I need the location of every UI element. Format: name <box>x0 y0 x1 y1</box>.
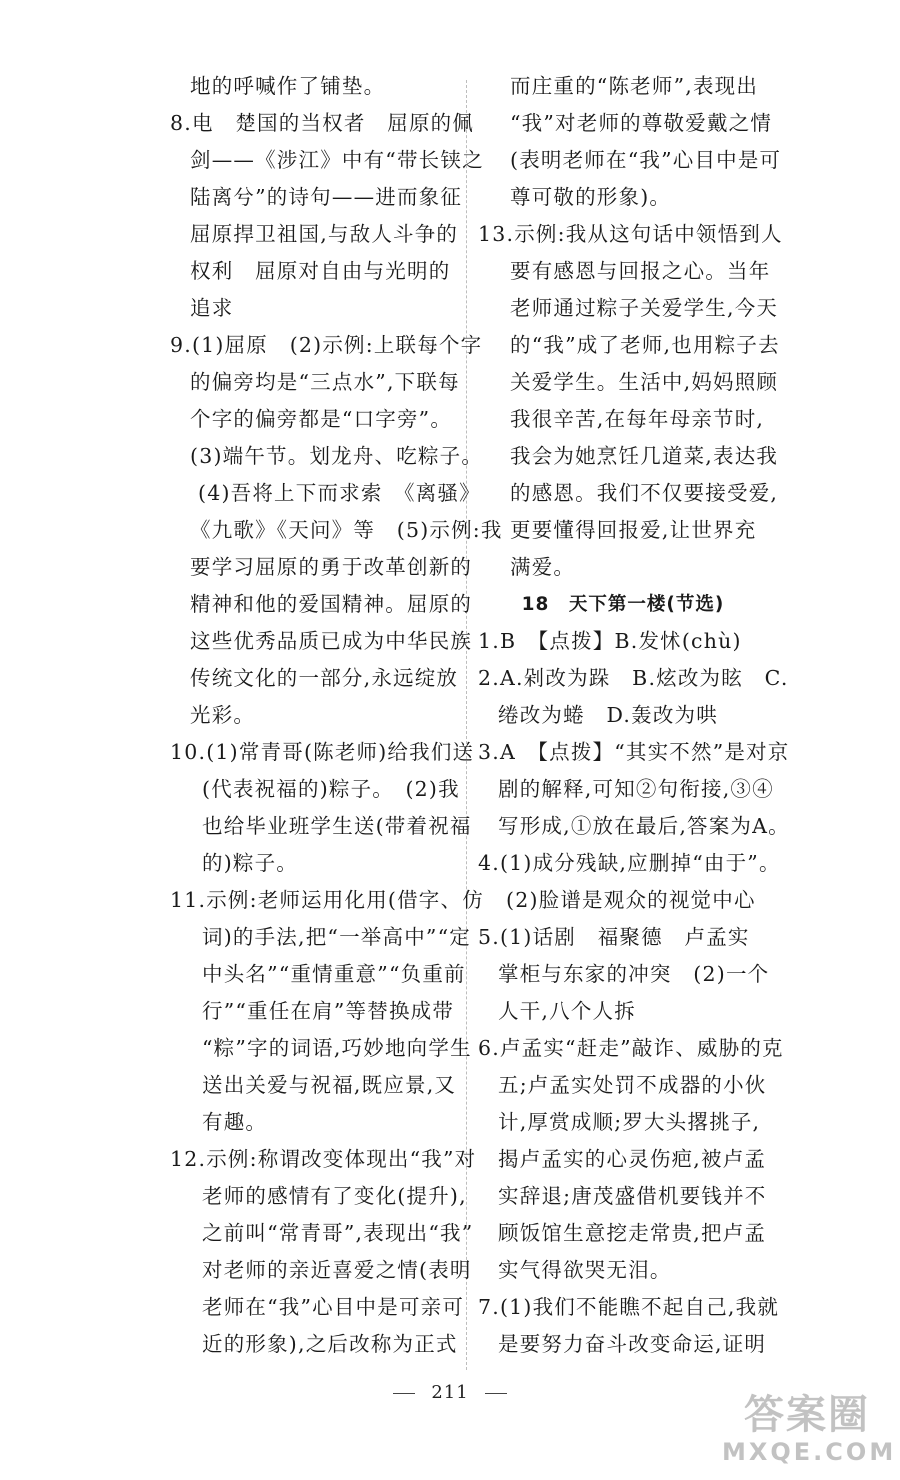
text-line: 我很辛苦,在每年母亲节时, <box>510 407 765 431</box>
answer-1: 1.B 【点拨】B.发怵(chù) <box>478 629 742 653</box>
text-line: 要有感恩与回报之心。当年 <box>510 259 771 283</box>
text-line: 陆离兮”的诗句——进而象征 <box>190 185 463 209</box>
text-line: 老师通过粽子关爱学生,今天 <box>510 296 779 320</box>
text-line: 老师的感情有了变化(提升), <box>202 1184 467 1208</box>
watermark-title: 答案圈 <box>744 1392 870 1438</box>
text-line: 个字的偏旁都是“口字旁”。 <box>190 407 453 431</box>
text-line: 这些优秀品质已成为中华民族 <box>190 629 473 653</box>
text-line: (2)脸谱是观众的视觉中心 <box>506 888 756 912</box>
text-line: 五;卢孟实处罚不成器的小伙 <box>498 1073 767 1097</box>
answer-3: 3.A 【点拨】“其实不然”是对京 <box>478 740 790 764</box>
answer-8: 8.电 楚国的当权者 屈原的佩 <box>170 111 475 135</box>
text-line: 权利 屈原对自由与光明的 <box>190 259 451 283</box>
text-line: 追求 <box>190 296 234 320</box>
footer-dash <box>393 1393 415 1394</box>
section-heading: 18 天下第一楼(节选) <box>521 594 725 615</box>
text-line: 老师在“我”心目中是可亲可 <box>202 1295 465 1319</box>
text-line: 《九歌》《天问》等 (5)示例:我 <box>190 518 503 542</box>
text-line: 中头名”“重情重意”“负重前 <box>202 962 466 986</box>
text-line: 屈原捍卫祖国,与敌人斗争的 <box>190 222 459 246</box>
text-line: 对老师的亲近喜爱之情(表明 <box>202 1258 472 1282</box>
text-line: 更要懂得回报爱,让世界充 <box>510 518 757 542</box>
text-line: 近的形象),之后改称为正式 <box>202 1332 458 1356</box>
text-line: 之前叫“常青哥”,表现出“我” <box>202 1221 474 1245</box>
text-line: 掌柜与东家的冲突 (2)一个 <box>498 962 770 986</box>
right-column <box>478 68 790 1363</box>
text-line: 揭卢孟实的心灵伤疤,被卢孟 <box>498 1147 767 1171</box>
text-line: “我”对老师的尊敬爱戴之情 <box>510 111 773 135</box>
text-line: 的感恩。我们不仅要接受爱, <box>510 481 779 505</box>
text-line: 传统文化的一部分,永远绽放 <box>190 666 459 690</box>
text-line: 要学习屈原的勇于改革创新的 <box>190 555 473 579</box>
text-line: 的偏旁均是“三点水”,下联每 <box>190 370 460 394</box>
text-line: 满爱。 <box>510 555 576 579</box>
answer-11: 11.示例:老师运用化用(借字、仿 <box>170 888 484 912</box>
text-line: (表明老师在“我”心目中是可 <box>510 148 782 172</box>
text-line: 人干,八个人拆 <box>498 999 636 1023</box>
column-divider <box>466 80 467 1370</box>
footer-dash <box>485 1393 507 1394</box>
text-line: 词)的手法,把“一举高中”“定 <box>202 925 471 949</box>
answer-10: 10.(1)常青哥(陈老师)给我们送 <box>170 740 475 764</box>
text-line: 行”“重任在肩”等替换成带 <box>202 999 455 1023</box>
answer-4: 4.(1)成分残缺,应删掉“由于”。 <box>478 851 781 875</box>
text-line: 写形成,①放在最后,答案为A。 <box>498 814 790 838</box>
text-line: 尊可敬的形象)。 <box>510 185 672 209</box>
watermark-logo <box>722 1392 897 1474</box>
text-line: 也给毕业班学生送(带着祝福 <box>202 814 472 838</box>
answer-5: 5.(1)话剧 福聚德 卢孟实 <box>478 925 750 949</box>
text-line: 剧的解释,可知②句衔接,③④ <box>498 777 774 801</box>
text-line: 而庄重的“陈老师”,表现出 <box>510 74 759 98</box>
text-line: 我会为她烹饪几道菜,表达我 <box>510 444 779 468</box>
left-column <box>170 68 503 1363</box>
page-number: 211 <box>431 1382 469 1403</box>
text-line: 精神和他的爱国精神。屈原的 <box>190 592 473 616</box>
text-line: 的“我”成了老师,也用粽子去 <box>510 333 780 357</box>
text-line: 实气得欲哭无泪。 <box>498 1258 672 1282</box>
text-line: (3)端午节。划龙舟、吃粽子。 <box>190 444 484 468</box>
text-line: 光彩。 <box>190 703 256 727</box>
answer-13: 13.示例:我从这句话中领悟到人 <box>478 222 783 246</box>
answer-2: 2.A.剁改为跺 B.炫改为眩 C. <box>478 666 789 690</box>
text-line: 是要努力奋斗改变命运,证明 <box>498 1332 767 1356</box>
text-line: (代表祝福的)粽子。 (2)我 <box>202 777 460 801</box>
text-line: “粽”字的词语,巧妙地向学生 <box>202 1036 472 1060</box>
text-line: 送出关爱与祝福,既应景,又 <box>202 1073 457 1097</box>
answer-12: 12.示例:称谓改变体现出“我”对 <box>170 1147 477 1171</box>
text-line: (4)吾将上下而求索 《离骚》 <box>198 481 481 505</box>
text-line: 实辞退;唐茂盛借机要钱并不 <box>498 1184 767 1208</box>
answer-9: 9.(1)屈原 (2)示例:上联每个字 <box>170 333 483 357</box>
answer-6: 6.卢孟实“赶走”敲诈、威胁的克 <box>478 1036 784 1060</box>
answer-7: 7.(1)我们不能瞧不起自己,我就 <box>478 1295 780 1319</box>
text-line: 的)粽子。 <box>202 851 298 875</box>
text-line: 计,厚赏成顺;罗大头撂挑子, <box>498 1110 761 1134</box>
text-line: 剑——《涉江》中有“带长铗之 <box>190 148 484 172</box>
watermark-url: MXQE.COM <box>722 1438 897 1466</box>
text-line: 关爱学生。生活中,妈妈照顾 <box>510 370 779 394</box>
text-line: 有趣。 <box>202 1110 268 1134</box>
text-line: 绻改为蜷 D.轰改为哄 <box>498 703 718 727</box>
text-line: 地的呼喊作了铺垫。 <box>190 74 386 98</box>
text-line: 顾饭馆生意挖走常贵,把卢孟 <box>498 1221 767 1245</box>
